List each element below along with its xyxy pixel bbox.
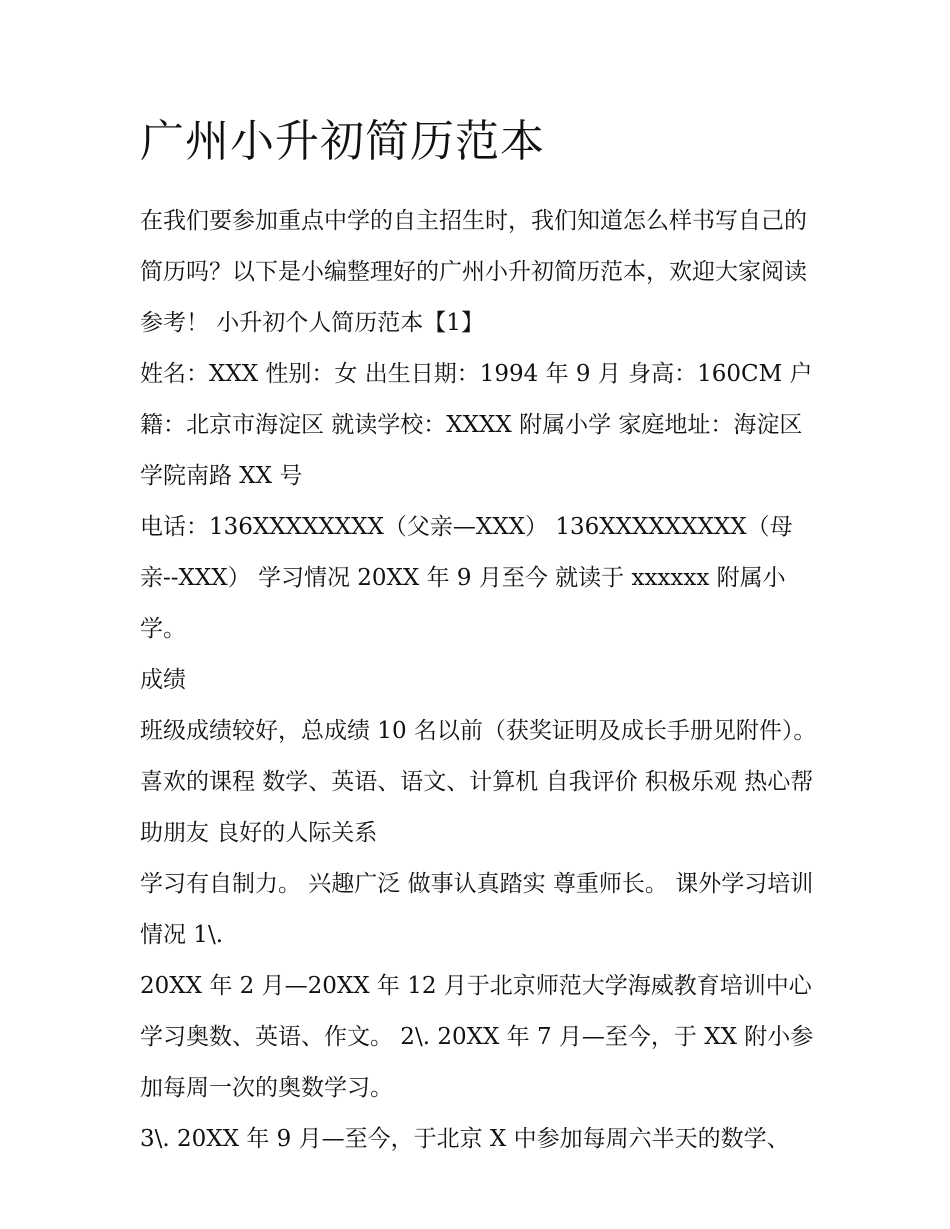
personal-info-paragraph: 姓名：XXX 性别：女 出生日期：1994 年 9 月 身高：160CM 户籍：北京市海淀区 就读学校：XXXX 附属小学 家庭地址：海淀区学院南路 XX 号 [140,361,813,489]
contact-study-paragraph: 电话：136XXXXXXXX（父亲—XXX） 136XXXXXXXXX（母亲--XXX） 学习情况 20XX 年 9 月至今 就读于 xxxxxx 附属小学。 [140,514,793,642]
document-title: 广州小升初简历范本 [140,116,545,167]
grades-heading: 成绩 [140,667,186,693]
training-paragraph-2: 3\. 20XX 年 9 月—至今，于北京 X 中参加每周六半天的数学、 [140,1126,790,1152]
self-discipline-paragraph: 学习有自制力。 兴趣广泛 做事认真踏实 尊重师长。 课外学习培训情况 1\. [140,871,814,948]
document-body [140,196,820,1165]
intro-paragraph: 在我们要参加重点中学的自主招生时，我们知道怎么样书写自己的简历吗？以下是小编整理好的广州小升初简历范本，欢迎大家阅读参考！ 小升初个人简历范本【1】 [140,208,807,336]
training-paragraph-1: 20XX 年 2 月—20XX 年 12 月于北京师范大学海威教育培训中心学习奥数、英语、作文。 2\. 20XX 年 7 月—至今，于 XX 附小参加每周一次的奥数学习。 [140,973,814,1101]
grades-evaluation-paragraph: 班级成绩较好，总成绩 10 名以前（获奖证明及成长手册见附件）。 喜欢的课程 数学、英语、语文、计算机 自我评价 积极乐观 热心帮助朋友 良好的人际关系 [140,718,817,846]
